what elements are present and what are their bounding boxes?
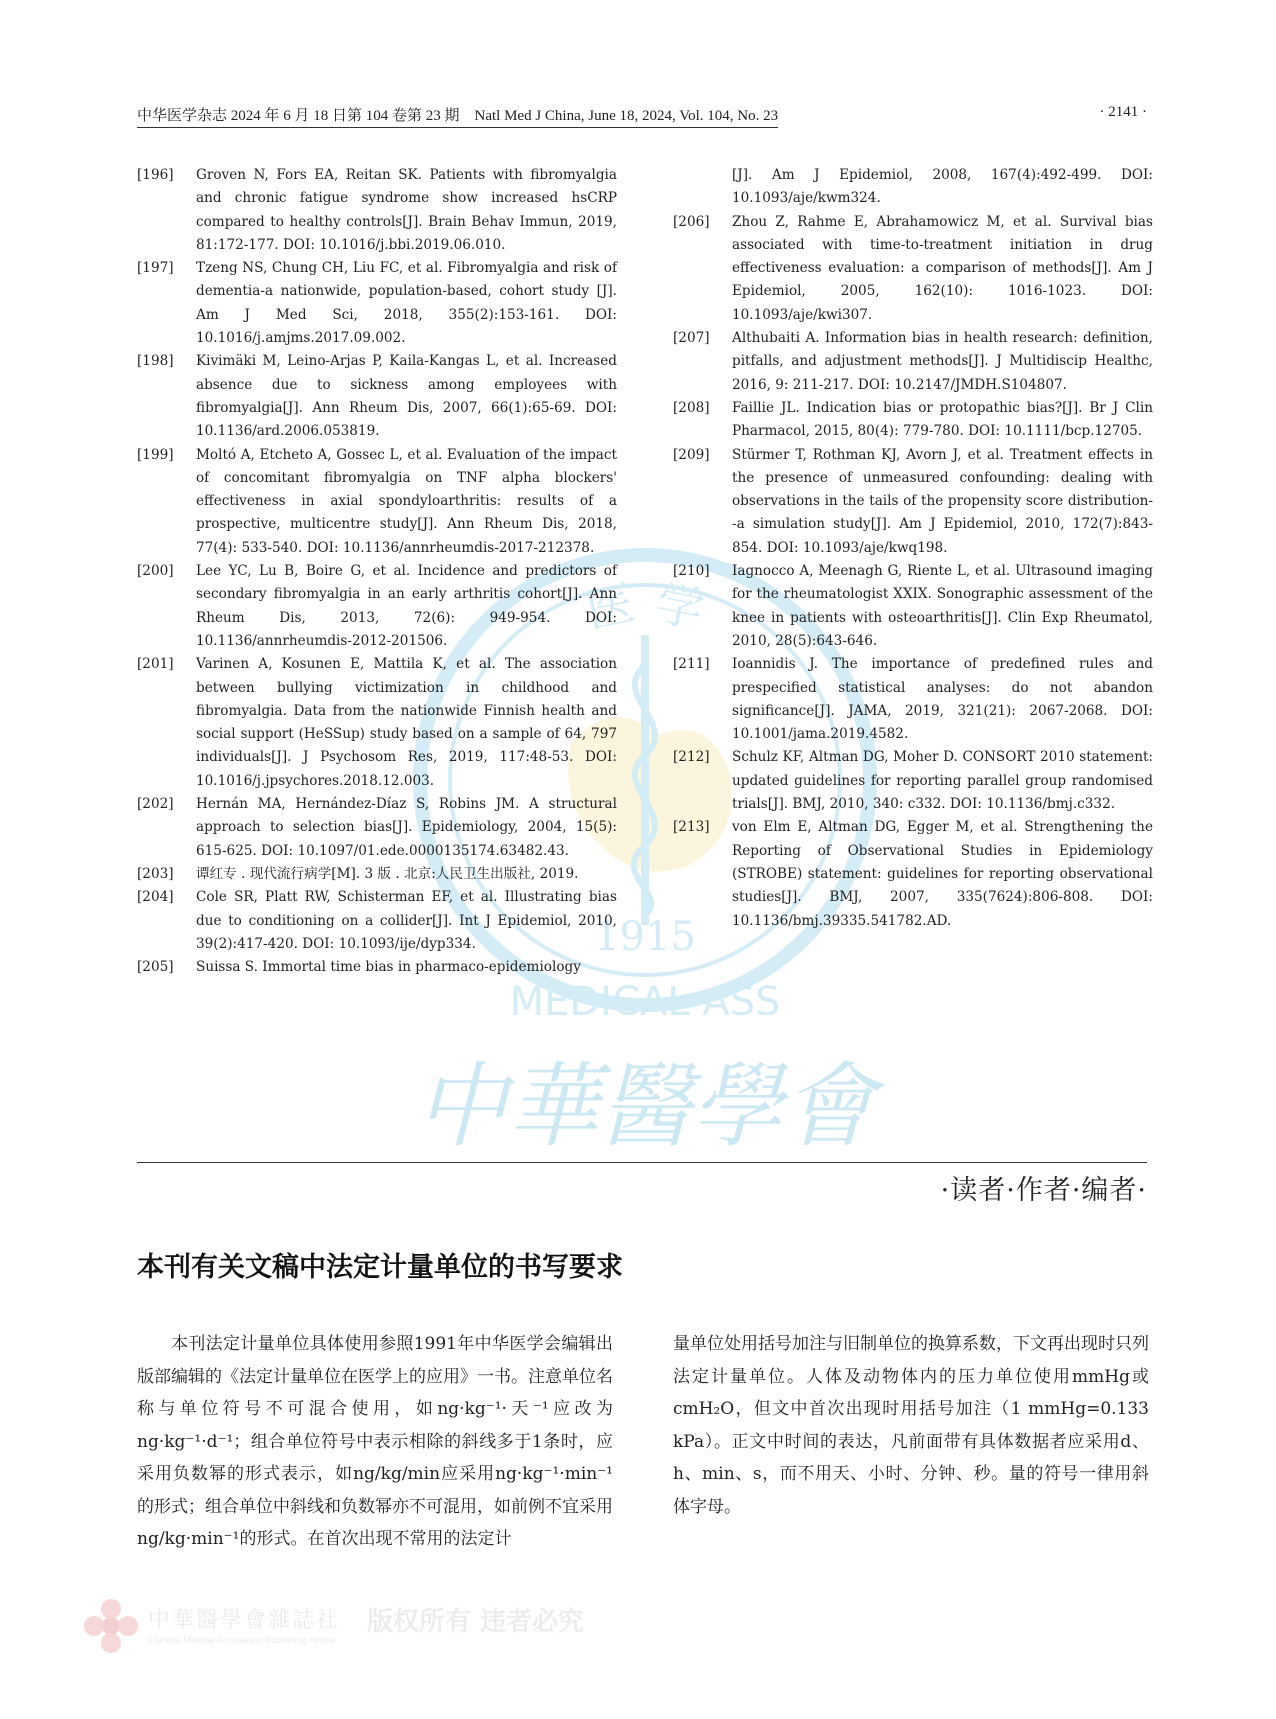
reference-number: [206] xyxy=(673,213,710,230)
reference-number: [204] xyxy=(137,889,174,906)
reference-item xyxy=(137,560,617,653)
reference-number: [210] xyxy=(673,563,710,580)
reference-number: [213] xyxy=(673,819,710,836)
reference-item xyxy=(673,327,1153,397)
reference-text: von Elm E, Altman DG, Egger M, et al. Strengthening the Reporting of Observational Studies in Epidemiology (STROBE) statement: guidelines for reporting observational studies[J]. BMJ, 2007, 335(7624):806-808. DOI: 10.1136/bmj.39335.541782.AD. xyxy=(732,819,1153,929)
reference-item xyxy=(137,863,617,886)
flower-logo-icon xyxy=(82,1597,140,1655)
reference-text: 谭红专 . 现代流行病学[M]. 3 版 . 北京:人民卫生出版社, 2019. xyxy=(196,865,579,882)
page-number: · 2141 · xyxy=(1099,104,1147,120)
reference-list-left xyxy=(137,164,617,979)
seal-year: 1915 xyxy=(594,914,696,960)
reference-number: [199] xyxy=(137,446,174,463)
reference-item xyxy=(137,886,617,956)
reference-item xyxy=(673,211,1153,327)
reference-text: Moltó A, Etcheto A, Gossec L, et al. Evaluation of the impact of concomitant fibromyalgia on TNF alpha blockers' effectiveness in axial spondyloarthritis: results of a prospective, multicentre study[J]. Ann Rheum Dis, 2018, 77(4): 533-540. DOI: 10.1136/annrheumdis-2017-212378. xyxy=(196,446,617,556)
reference-text: Cole SR, Platt RW, Schisterman EF, et al. Illustrating bias due to conditioning on a collider[J]. Int J Epidemiol, 2010, 39(2):417-420. DOI: 10.1093/ije/dyp334. xyxy=(196,889,617,952)
reference-number: [205] xyxy=(137,959,174,976)
reference-number: [202] xyxy=(137,796,174,813)
reference-item xyxy=(673,746,1153,816)
reference-text: Tzeng NS, Chung CH, Liu FC, et al. Fibromyalgia and risk of dementia-a nationwide, population-based, cohort study [J]. Am J Med Sci, 2018, 355(2):153-161. DOI: 10.1016/j.amjms.2017.09.002. xyxy=(196,260,617,347)
section-label: ·读者·作者·编者· xyxy=(940,1175,1147,1206)
reference-text: Groven N, Fors EA, Reitan SK. Patients with fibromyalgia and chronic fatigue syndrome show increased hsCRP compared to healthy controls[J]. Brain Behav Immun, 2019, 81:172-177. DOI: 10.1016/j.bbi.2019.06.010. xyxy=(196,167,617,253)
reference-item xyxy=(137,793,617,863)
reference-text: Schulz KF, Altman DG, Moher D. CONSORT 2010 statement: updated guidelines for reporting parallel group randomised trials[J]. BMJ, 2010, 340: c332. DOI: 10.1136/bmj.c332. xyxy=(732,749,1153,813)
reference-text: Stürmer T, Rothman KJ, Avorn J, et al. Treatment effects in the presence of unmeasured confounding: dealing with observations in the tails of the propensity score distribution--a simulation study[J]. Am J Epidemiol, 2010, 172(7):843-854. DOI: 10.1093/aje/kwq198. xyxy=(732,446,1153,556)
reference-number: [208] xyxy=(673,399,710,416)
copyright-notice: 版权所有 违者必究 xyxy=(367,1607,585,1637)
watermark-calligraphy xyxy=(365,1050,925,1160)
reference-text: Zhou Z, Rahme E, Abrahamowicz M, et al. Survival bias associated with time-to-treatment initiation in drug effectiveness evaluation: a comparison of methods[J]. Am J Epidemiol, 2005, 162(10): 1016-1023. DOI: 10.1093/aje/kwi307. xyxy=(732,213,1153,323)
publisher-watermark xyxy=(82,1593,602,1663)
reference-text: Ioannidis J. The importance of predefined rules and prespecified statistical analyses: do not abandon significance[J]. JAMA, 2019, 321(21): 2067-2068. DOI: 10.1001/jama.2019.4582. xyxy=(732,656,1153,743)
seal-bottom-text: MEDICAL ASS xyxy=(509,979,781,1015)
article-title: 本刊有关文稿中法定计量单位的书写要求 xyxy=(137,1252,623,1283)
reference-continuation: [J]. Am J Epidemiol, 2008, 167(4):492-499. DOI: 10.1093/aje/kwm324. xyxy=(732,167,1153,207)
reference-item xyxy=(673,816,1153,932)
reference-item xyxy=(673,444,1153,560)
reference-item xyxy=(673,397,1153,444)
reference-item xyxy=(137,350,617,443)
reference-text: Varinen A, Kosunen E, Mattila K, et al. The association between bullying victimization in childhood and fibromyalgia. Data from the nationwide Finnish health and social support (HeSSup) study based on a sample of 64, 797 individuals[J]. J Psychosom Res, 2019, 117:48-53. DOI: 10.1016/j.jpsychores.2018.12.003. xyxy=(196,656,617,789)
reference-text: Iagnocco A, Meenagh G, Riente L, et al. Ultrasound imaging for the rheumatologist XXIX. Sonographic assessment of the knee in patients with osteoarthritis[J]. Clin Exp Rheumatol, 2010, 28(5):643-646. xyxy=(732,563,1153,649)
reference-number: [200] xyxy=(137,563,174,580)
reference-item xyxy=(673,560,1153,653)
reference-text: Althubaiti A. Information bias in health research: definition, pitfalls, and adjustment methods[J]. J Multidiscip Healthc, 2016, 9: 211-217. DOI: 10.2147/JMDH.S104807. xyxy=(732,330,1153,393)
reference-list-right xyxy=(673,164,1153,933)
reference-text: Hernán MA, Hernández-Díaz S, Robins JM. A structural approach to selection bias[J]. Epidemiology, 2004, 15(5): 615-625. DOI: 10.1097/01.ede.0000135174.63482.43. xyxy=(196,796,617,859)
reference-number: [197] xyxy=(137,260,174,277)
reference-number: [198] xyxy=(137,353,174,370)
reference-number: [201] xyxy=(137,656,174,673)
reference-number: [209] xyxy=(673,446,710,463)
reference-item xyxy=(137,257,617,350)
reference-number: [212] xyxy=(673,749,710,766)
publisher-name-en: Chinese Medical Association Publishing House xyxy=(148,1635,336,1645)
reference-number: [207] xyxy=(673,330,710,347)
publisher-name-cn: 中華醫學會雜誌社 xyxy=(148,1608,341,1633)
calligraphy-text: 中華醫學會 xyxy=(414,1053,876,1160)
reference-text: Kivimäki M, Leino-Arjas P, Kaila-Kangas L, et al. Increased absence due to sickness among employees with fibromyalgia[J]. Ann Rheum Dis, 2007, 66(1):65-69. DOI: 10.1136/ard.2006.053819. xyxy=(196,353,617,440)
reference-text: Lee YC, Lu B, Boire G, et al. Incidence and predictors of secondary fibromyalgia in an early arthritis cohort[J]. Ann Rheum Dis, 2013, 72(6): 949-954. DOI: 10.1136/annrheumdis-2012-201506. xyxy=(196,563,617,649)
running-header xyxy=(137,104,1147,132)
reference-item xyxy=(137,653,617,793)
body-text-right: 量单位处用括号加注与旧制单位的换算系数，下文再出现时只列法定计量单位。人体及动物体内的压力单位使用mmHg或cmH₂O，但文中首次出现时用括号加注（1 mmHg=0.133 kPa）。正文中时间的表达，凡前面带有具体数据者应采用d、h、min、s，而不用天、小时、分钟、秒。量的符号一律用斜体字母。 xyxy=(673,1334,1149,1517)
reference-number: [203] xyxy=(137,865,174,882)
section-divider xyxy=(137,1162,1147,1163)
reference-item xyxy=(673,653,1153,746)
reference-text: Faillie JL. Indication bias or protopathic bias?[J]. Br J Clin Pharmacol, 2015, 80(4): 779-780. DOI: 10.1111/bcp.12705. xyxy=(732,399,1153,440)
body-text-left: 本刊法定计量单位具体使用参照1991年中华医学会编辑出版部编辑的《法定计量单位在医学上的应用》一书。注意单位名称与单位符号不可混合使用，如ng·kg⁻¹·天⁻¹应改为ng·kg⁻¹·d⁻¹；组合单位符号中表示相除的斜线多于1条时，应采用负数幂的形式表示，如ng/kg/min应采用ng·kg⁻¹·min⁻¹的形式；组合单位中斜线和负数幂亦不可混用，如前例不宜采用ng/kg·min⁻¹的形式。在首次出现不常用的法定计 xyxy=(137,1334,613,1549)
reference-text: Suissa S. Immortal time bias in pharmaco-epidemiology xyxy=(196,959,581,976)
journal-citation: 中华医学杂志 2024 年 6 月 18 日第 104 卷第 23 期 Natl Med J China, June 18, 2024, Vol. 104, No. 23 xyxy=(137,104,778,128)
reference-number: [196] xyxy=(137,167,174,183)
reference-item xyxy=(137,444,617,560)
reference-item xyxy=(137,956,617,979)
seal-top-text: 医 学 xyxy=(581,575,709,640)
reference-number: [211] xyxy=(673,656,710,673)
reference-item xyxy=(137,164,617,257)
